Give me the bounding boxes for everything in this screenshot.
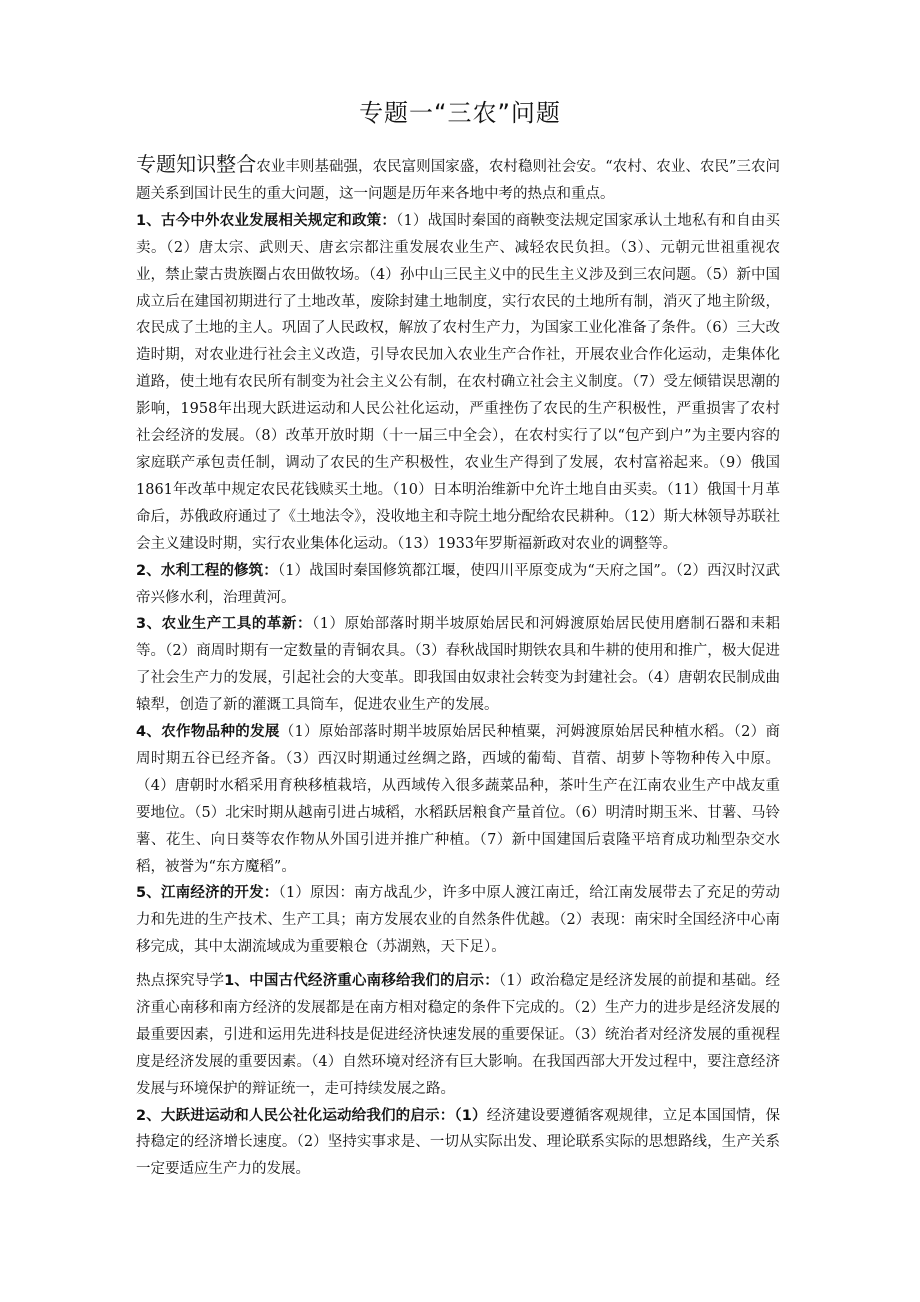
topic-heading: 1、古今中外农业发展相关规定和政策： — [136, 212, 397, 229]
knowledge-section — [136, 151, 780, 961]
topic-text: （1）原始部落时期半坡原始居民和河姆渡原始居民使用磨制石器和耒耜等。（2）商周时期有一定数量的青铜农具。（3）春秋战国时期铁农具和牛耕的使用和推广，极大促进了社会生产力的发展，引起社会的大变革。即我国由奴隶社会转变为封建社会。（4）唐朝农民制成曲辕犁，创造了新的灌溉工具筒车，促进农业生产的发展。 — [136, 616, 780, 714]
intro-text: 农业丰则基础强，农民富则国家盛，农村稳则社会安。“农村、农业、农民”三农问题关系到国计民生的重大问题，这一问题是历年来各地中考的热点和重点。 — [136, 159, 781, 202]
topic-paragraph-5 — [136, 880, 780, 961]
topic-text: （1）原因：南方战乱少，许多中原人渡江南迁，给江南发展带去了充足的劳动力和先进的生产技术、生产工具；南方发展农业的自然条件优越。（2）表现：南宋时全国经济中心南移完成，其中太湖流域成为重要粮仓（苏湖熟，天下足）。 — [136, 885, 780, 956]
hotspot-section — [136, 968, 780, 1183]
hotspot-paragraph-1 — [136, 968, 780, 1103]
hotspot-heading: 2、大跃进运动和人民公社化运动给我们的启示： — [136, 1107, 455, 1124]
hotspot-paragraph-2 — [136, 1103, 780, 1184]
topic-text: （1）战国时秦国的商鞅变法规定国家承认土地私有和自由买卖。（2）唐太宗、武则天、唐玄宗都注重发展农业生产、减轻农民负担。（3）、元朝元世祖重视农业，禁止蒙古贵族圈占农田做牧场。（4）孙中山三民主义中的民生主义涉及到三农问题。（5）新中国成立后在建国初期进行了土地改革，废除封建土地制度，实行农民的土地所有制，消灭了地主阶级，农民成了土地的主人。巩固了人民政权，解放了农村生产力，为国家工业化准备了条件。（6）三大改造时期，对农业进行社会主义改造，引导农民加入农业生产合作社，开展农业合作化运动，走集体化道路，使土地有农民所有制变为社会主义公有制，在农村确立社会主义制度。（7）受左倾错误思潮的影响，1958年出现大跃进运动和人民公社化运动，严重挫伤了农民的生产积极性，严重损害了农村社会经济的发展。（8）改革开放时期（十一届三中全会），在农村实行了以“包产到户”为主要内容的家庭联产承包责任制，调动了农民的生产积极性，农业生产得到了发展，农村富裕起来。（9）俄国1861年改革中规定农民花钱赎买土地。（10）日本明治维新中允许土地自由买卖。（11）俄国十月革命后，苏俄政府通过了《土地法令》，没收地主和寺院土地分配给农民耕种。（12）斯大林领导苏联社会主义建设时期，实行农业集体化运动。（13）1933年罗斯福新政对农业的调整等。 — [136, 212, 780, 552]
hotspot-bold-lead: （1） — [454, 1107, 487, 1124]
hotspot-text: 经济建设要遵循客观规律，立足本国国情，保持稳定的经济增长速度。（2）坚持实事求是、一切从实际出发、理论联系实际的思想路线，生产关系一定要适应生产力的发展。 — [136, 1107, 780, 1178]
topic-paragraph-3 — [136, 611, 780, 719]
topic-paragraph-2 — [136, 558, 780, 612]
topic-text: （1）战国时秦国修筑都江堰，使四川平原变成为“天府之国”。（2）西汉时汉武帝兴修水利，治理黄河。 — [136, 562, 780, 606]
topic-heading: 5、江南经济的开发： — [136, 885, 279, 902]
topic-text: （1）原始部落时期半坡原始居民种植粟，河姆渡原始居民种植水稻。（2）商周时期五谷已经齐备。（3）西汉时期通过丝绸之路，西域的葡萄、苜蓿、胡萝卜等物种传入中原。（4）唐朝时水稻采用育秧移植栽培，从西域传入很多蔬菜品种，茶叶生产在江南农业生产中战友重要地位。（5）北宋时期从越南引进占城稻，水稻跃居粮食产量首位。（6）明清时期玉米、甘薯、马铃薯、花生、向日葵等农作物从外国引进并推广种植。（7）新中国建国后袁隆平培育成功籼型杂交水稻，被誉为“东方魔稻”。 — [136, 724, 780, 875]
hotspot-heading: 1、中国古代经济重心南移给我们的启示： — [224, 973, 499, 989]
hotspot-text: （1）政治稳定是经济发展的前提和基础。经济重心南移和南方经济的发展都是在南方相对稳定的条件下完成的。（2）生产力的进步是经济发展的最重要因素，引进和运用先进科技是促进经济快速发展的重要保证。（3）统治者对经济发展的重视程度是经济发展的重要因素。（4）自然环境对经济有巨大影响。在我国西部大开发过程中，要注意经济发展与环境保护的辩证统一，走可持续发展之路。 — [136, 973, 781, 1097]
hotspot-label: 热点探究导学 — [136, 973, 225, 989]
page-title: 专题一“三农”问题 — [359, 99, 561, 127]
topic-paragraph-4 — [136, 719, 780, 880]
topic-paragraph-1 — [136, 208, 780, 558]
topic-heading: 3、农业生产工具的革新： — [136, 616, 312, 633]
intro-paragraph — [136, 151, 780, 208]
topic-heading: 2、水利工程的修筑： — [136, 562, 278, 579]
intro-label: 专题知识整合 — [136, 152, 257, 176]
topic-heading: 4、农作物品种的发展 — [136, 724, 280, 741]
